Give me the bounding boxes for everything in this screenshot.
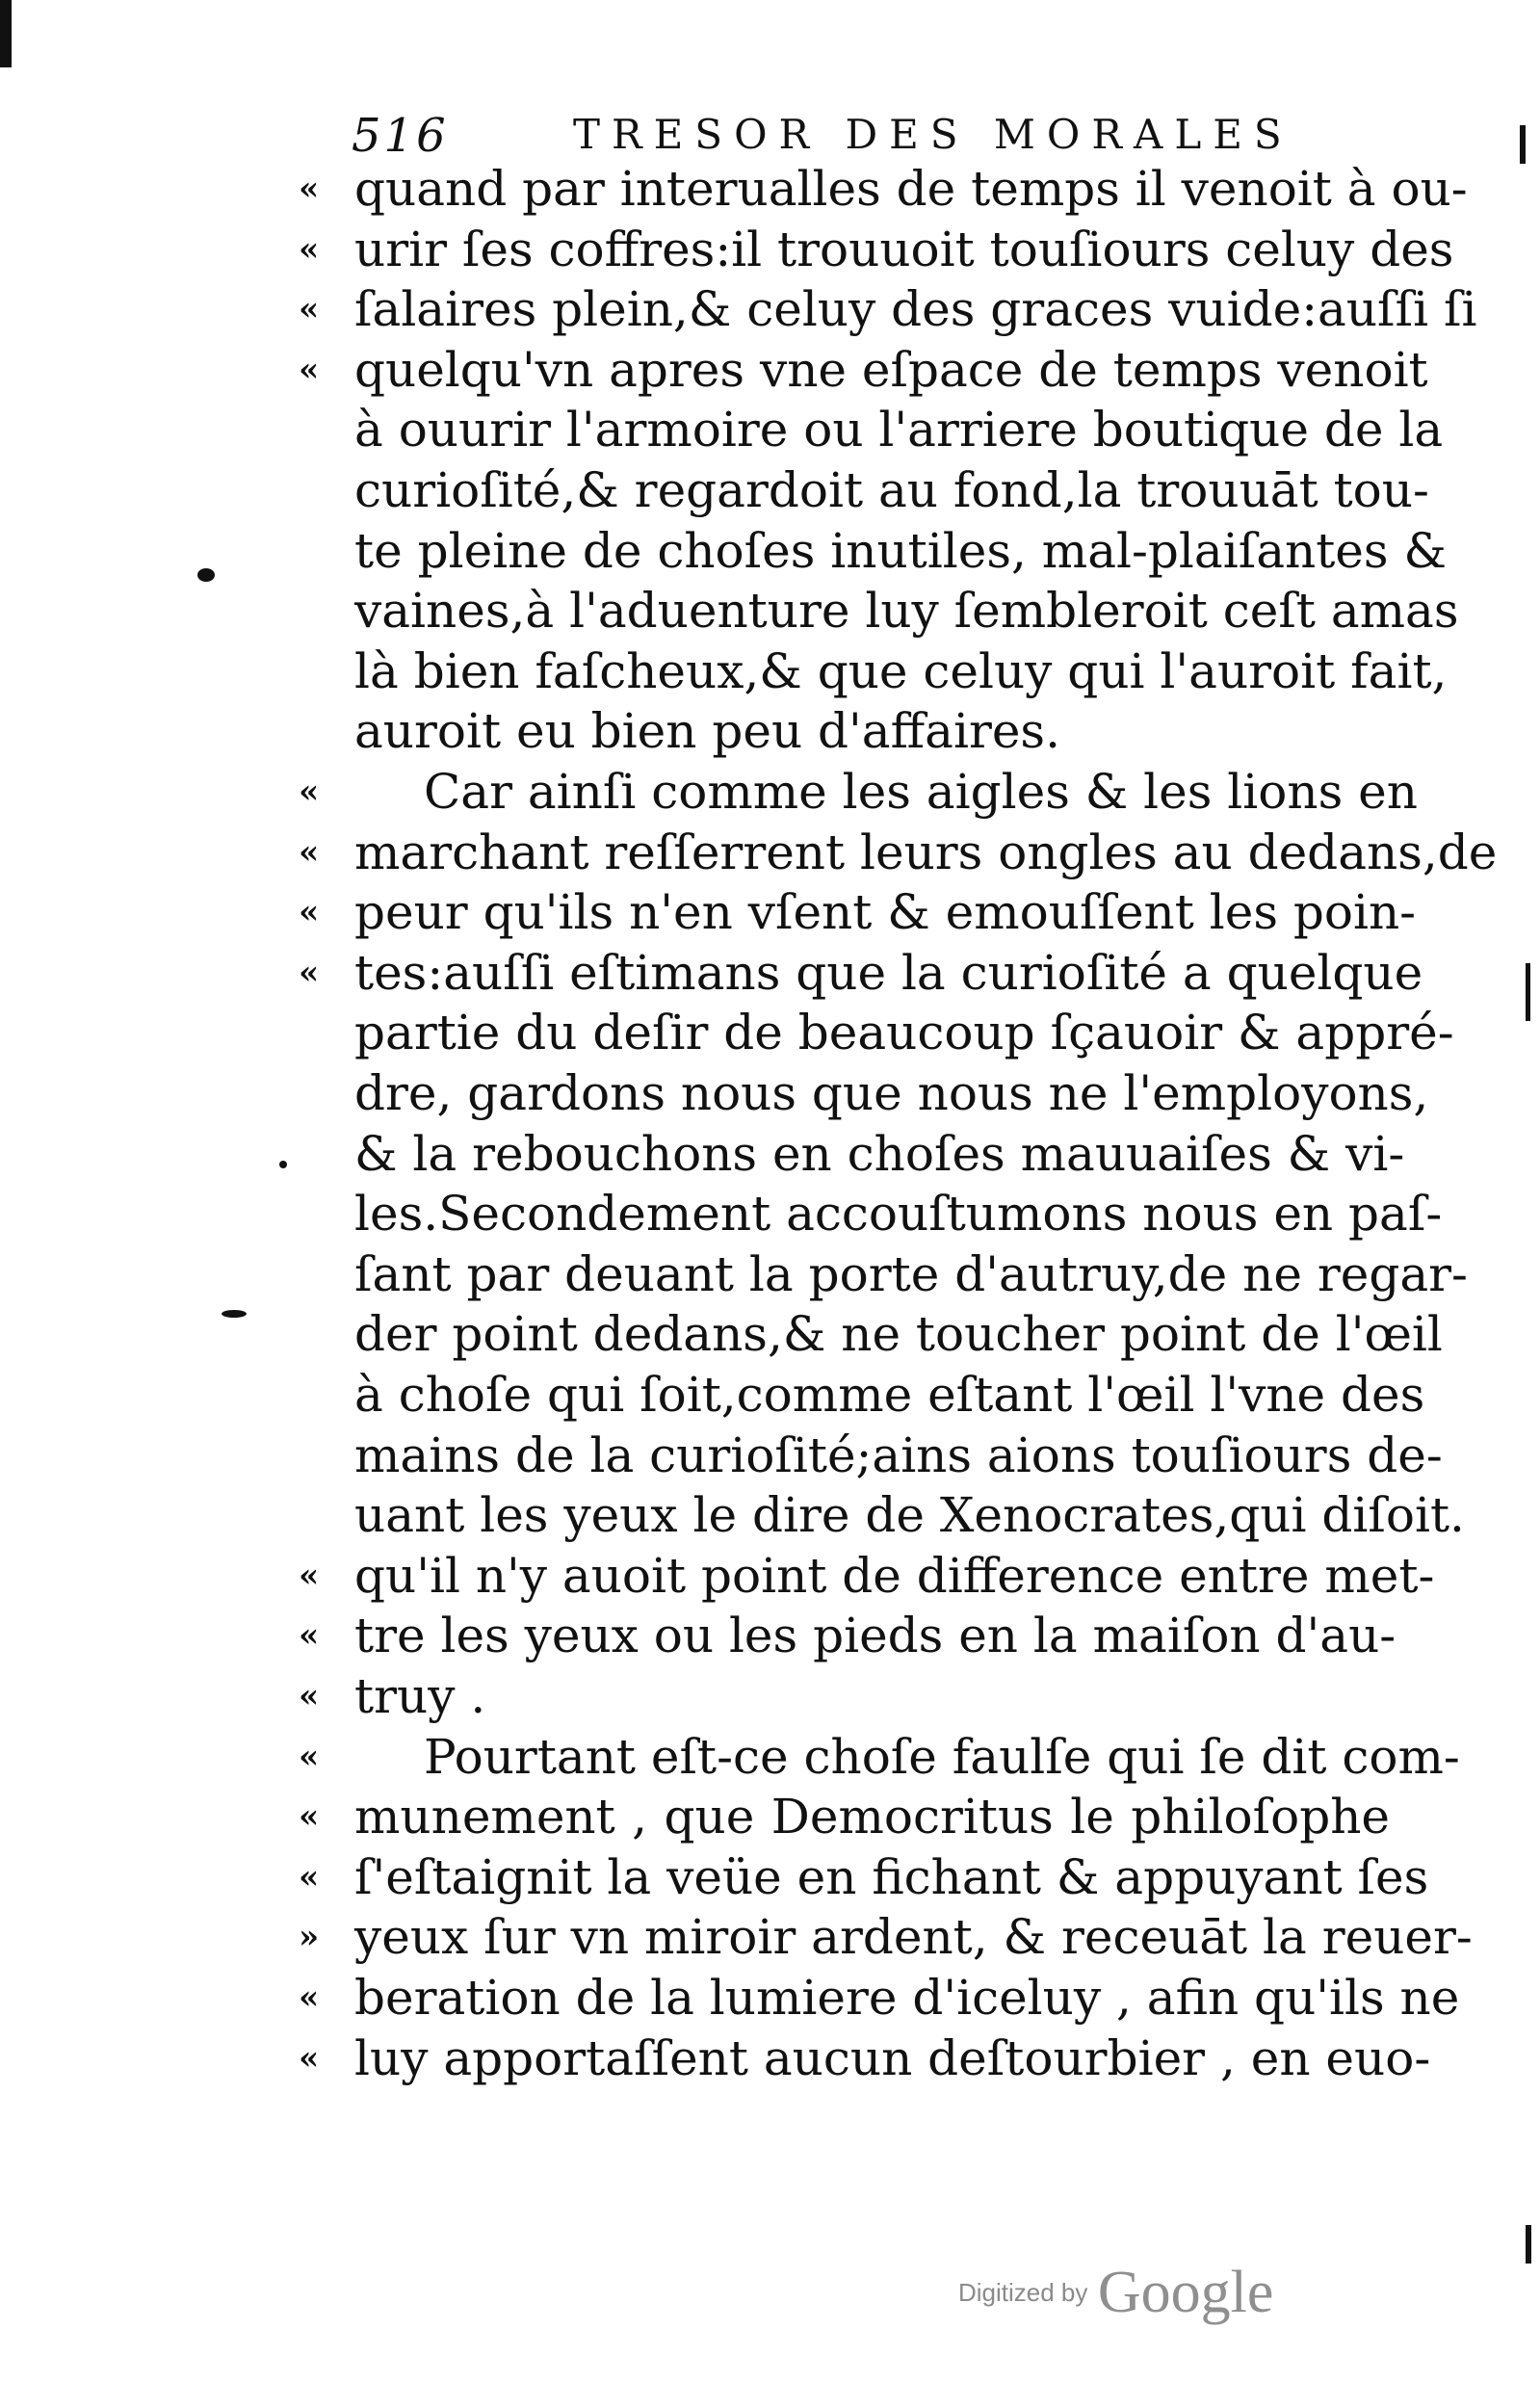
line-text: & la rebouchons en choſes mauuaiſes & vi- [354, 1125, 1405, 1182]
text-line [0, 1124, 1540, 1184]
text-line [0, 823, 1540, 882]
marginal-quote-mark: « [299, 1797, 320, 1837]
digitization-watermark [958, 2259, 1273, 2327]
page-number: 516 [352, 109, 449, 163]
text-line [0, 1426, 1540, 1485]
text-line [0, 340, 1540, 400]
text-line [0, 1546, 1540, 1606]
line-text: marchant reſſerrent leurs ongles au dedans,de [354, 824, 1498, 880]
line-text: Car ainſi comme les aigles & les lions en [424, 764, 1418, 820]
marginal-quote-mark: « [299, 2038, 320, 2078]
text-line [0, 1907, 1540, 1967]
line-text: yeux ſur vn miroir ardent, & receuāt la reuer- [354, 1909, 1473, 1966]
marginal-quote-mark: « [299, 229, 320, 269]
text-line [0, 1304, 1540, 1364]
text-line [0, 1244, 1540, 1304]
marginal-quote-mark: « [299, 1737, 320, 1776]
text-line [0, 1003, 1540, 1062]
text-line [0, 762, 1540, 822]
marginal-quote-mark: « [299, 1616, 320, 1656]
text-line [0, 1666, 1540, 1726]
line-text: dre, gardons nous que nous ne l'employons, [354, 1065, 1429, 1121]
text-line [0, 2028, 1540, 2088]
line-text: te pleine de choſes inutiles, mal-plaiſantes & [354, 522, 1447, 579]
line-text: à choſe qui ſoit,comme eſtant l'œil l'vne des [354, 1367, 1425, 1423]
line-text: les.Secondement accouſtumons nous en paſ- [354, 1186, 1443, 1243]
text-line [0, 279, 1540, 339]
line-text: auroit eu bien peu d'affaires. [354, 703, 1060, 760]
line-text: quelqu'vn apres vne eſpace de temps venoit [354, 341, 1428, 398]
line-text: là bien faſcheux,& que celuy qui l'auroit fait, [354, 642, 1448, 699]
text-line [0, 1365, 1540, 1425]
google-logo: Google [1097, 2260, 1274, 2325]
page-edge-mark [1526, 2225, 1531, 2264]
marginal-quote-mark: « [299, 893, 320, 932]
text-line [0, 220, 1540, 279]
line-text: vaines,à l'aduenture luy ſembleroit ceſt amas [354, 583, 1459, 640]
line-text: beration de la lumiere d'iceluy , afin qu'ils ne [354, 1970, 1460, 2026]
line-text: truy . [354, 1668, 486, 1724]
line-text: ſ'eſtaignit la veüe en fichant & appuyant ſes [354, 1848, 1429, 1905]
text-line [0, 1847, 1540, 1907]
line-text: uant les yeux le dire de Xenocrates,qui diſoit. [354, 1487, 1465, 1544]
line-text: curioſité,& regardoit au fond,la trouuāt tou- [354, 462, 1429, 518]
marginal-quote-mark: « [299, 1978, 320, 2017]
text-line [0, 1968, 1540, 2028]
page-edge-mark [0, 0, 12, 67]
text-line [0, 1727, 1540, 1787]
text-line [0, 1485, 1540, 1545]
line-text: qu'il n'y auoit point de difference entre met- [354, 1547, 1435, 1604]
text-line [0, 400, 1540, 459]
marginal-quote-mark: « [299, 1677, 320, 1715]
text-line [0, 1787, 1540, 1846]
text-line [0, 1606, 1540, 1665]
marginal-quote-mark: « [299, 772, 320, 811]
line-text: partie du deſir de beaucoup ſçauoir & appré- [354, 1005, 1454, 1061]
line-text: Pourtant eſt-ce choſe faulſe qui ſe dit com- [424, 1728, 1460, 1785]
text-line [0, 521, 1540, 581]
marginal-quote-mark: « [299, 953, 320, 992]
line-text: tes:auſſi eſtimans que la curioſité a quelque [354, 944, 1423, 1001]
text-line [0, 1063, 1540, 1123]
line-text: urir ſes coffres:il trouuoit touſiours celuy des [354, 221, 1454, 277]
marginal-quote-mark: « [299, 1556, 320, 1595]
line-text: munement , que Democritus le philoſophe [354, 1789, 1390, 1845]
page-edge-mark [1520, 125, 1526, 164]
line-text: mains de la curioſité;ains aions touſiours de- [354, 1426, 1443, 1483]
running-title: TRESOR DES MORALES [573, 111, 1293, 158]
text-line [0, 159, 1540, 219]
marginal-quote-mark: « [299, 290, 320, 329]
line-text: peur qu'ils n'en vſent & emouſſent les poin- [354, 884, 1417, 941]
text-line [0, 701, 1540, 761]
text-line [0, 460, 1540, 520]
line-text: ſant par deuant la porte d'autruy,de ne regar- [354, 1245, 1468, 1302]
marginal-quote-mark: « [299, 1857, 320, 1897]
line-text: der point dedans,& ne toucher point de l'œil [354, 1306, 1443, 1363]
marginal-quote-mark: » [299, 1918, 320, 1957]
line-text: ſalaires plein,& celuy des graces vuide:auſſi ſi [354, 281, 1477, 338]
digitized-by-label: Digitized by [958, 2278, 1088, 2307]
text-line [0, 1184, 1540, 1243]
text-line [0, 882, 1540, 942]
text-line [0, 943, 1540, 1003]
text-line [0, 581, 1540, 641]
marginal-quote-mark: « [299, 832, 320, 872]
marginal-quote-mark: « [299, 170, 320, 208]
line-text: quand par interualles de temps il venoit à ou- [354, 161, 1468, 217]
line-text: tre les yeux ou les pieds en la maiſon d'au- [354, 1608, 1396, 1664]
line-text: à ouurir l'armoire ou l'arriere boutique de la [354, 402, 1444, 458]
line-text: luy apportaſſent aucun deſtourbier , en euo- [354, 2029, 1431, 2086]
text-line [0, 641, 1540, 701]
marginal-quote-mark: « [299, 350, 320, 389]
